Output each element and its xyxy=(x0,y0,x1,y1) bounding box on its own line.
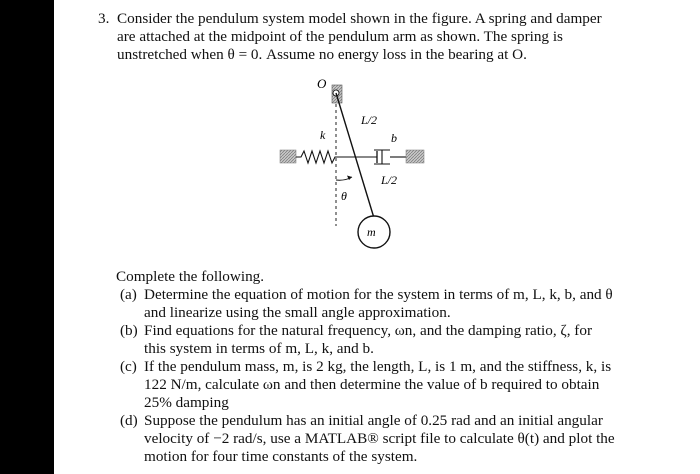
task-d-line-3: motion for four time constants of the system. xyxy=(144,448,418,465)
problem-number: 3. xyxy=(98,10,110,27)
task-b-line-2: this system in terms of m, L, k, and b. xyxy=(144,340,374,357)
task-a-line-1: Determine the equation of motion for the system in terms of m, L, k, b, and θ xyxy=(144,286,613,303)
task-c-line-2: 122 N/m, calculate ωn and then determine the value of b required to obtain xyxy=(144,376,600,393)
upper-length-label: L/2 xyxy=(361,113,378,127)
task-d-line-1: Suppose the pendulum has an initial angle of 0.25 rad and an initial angular xyxy=(144,412,603,429)
task-b-line-1: Find equations for the natural frequency, ωn, and the damping ratio, ζ, for xyxy=(144,322,593,339)
spring-label: k xyxy=(320,128,326,142)
lower-length-label: L/2 xyxy=(381,173,398,187)
right-wall xyxy=(406,150,424,163)
pendulum-figure xyxy=(54,0,700,260)
intro-line-3: unstretched when θ = 0. Assume no energy loss in the bearing at O. xyxy=(117,46,527,63)
task-a-line-2: and linearize using the small angle approximation. xyxy=(144,304,451,321)
pivot-label: O xyxy=(317,76,327,91)
spring xyxy=(296,151,355,163)
task-d-line-2: velocity of −2 rad/s, use a MATLAB® script file to calculate θ(t) and plot the xyxy=(144,430,615,447)
task-c-marker: (c) xyxy=(120,358,137,375)
problem-page xyxy=(54,0,700,474)
intro-line-1: Consider the pendulum system model shown in the figure. A spring and damper xyxy=(117,10,602,27)
damper-label: b xyxy=(391,131,397,145)
task-a-marker: (a) xyxy=(120,286,137,303)
angle-label: θ xyxy=(341,189,347,203)
task-c-line-3: 25% damping xyxy=(144,394,229,411)
task-d-marker: (d) xyxy=(120,412,138,429)
left-wall xyxy=(280,150,296,163)
intro-line-2: are attached at the midpoint of the pendulum arm as shown. The spring is xyxy=(117,28,563,45)
task-b-marker: (b) xyxy=(120,322,138,339)
tasks-heading: Complete the following. xyxy=(116,268,265,285)
task-c-line-1: If the pendulum mass, m, is 2 kg, the length, L, is 1 m, and the stiffness, k, is xyxy=(144,358,612,375)
mass-label: m xyxy=(367,225,376,239)
